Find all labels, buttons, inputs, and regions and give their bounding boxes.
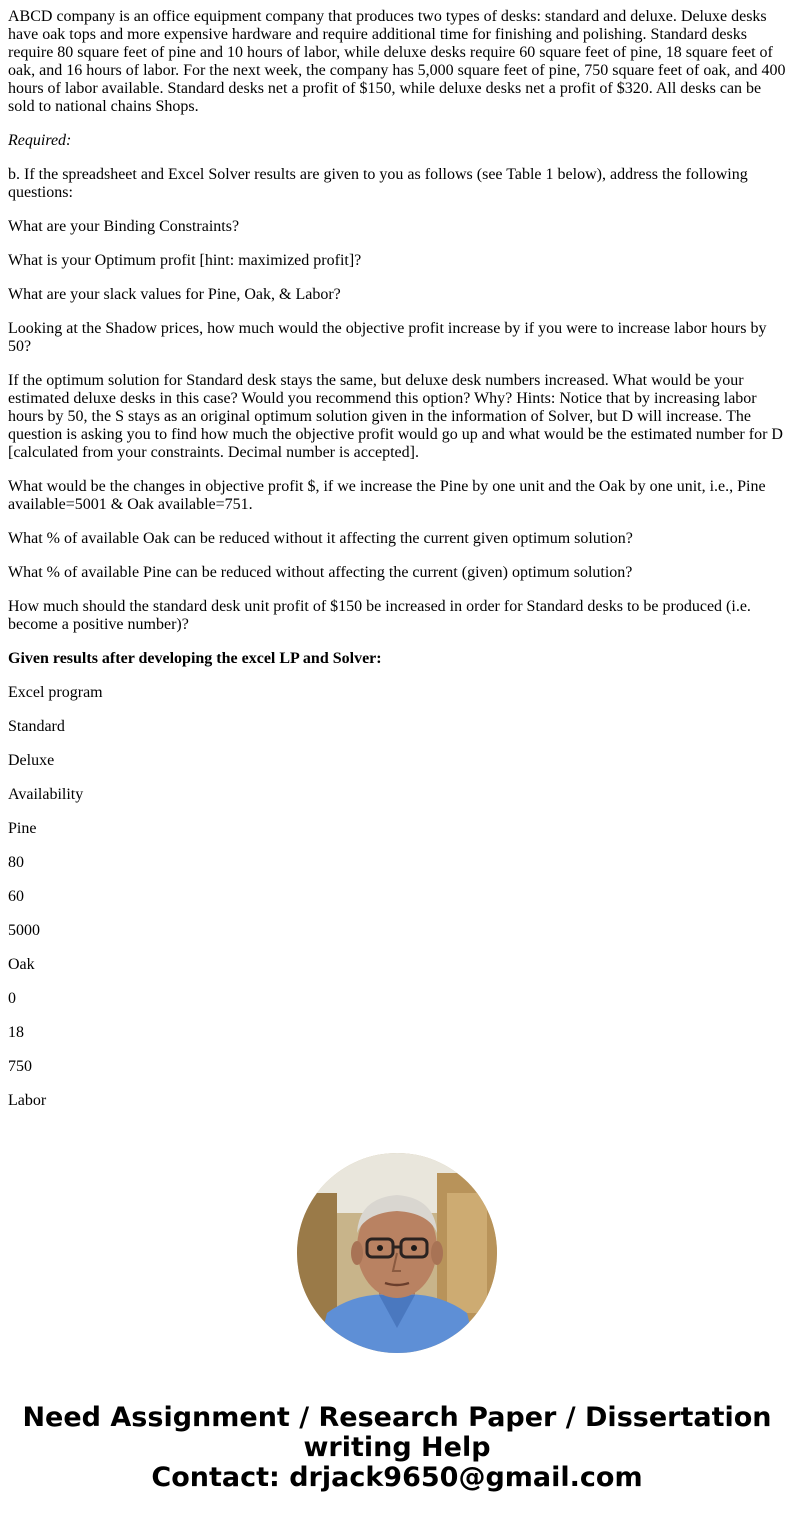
table-item: Standard [8,718,65,735]
question-standard-profit: How much should the standard desk unit profit of $150 be increased in order for Standard desks to be produced (i.e. become a positive number)? [8,598,751,633]
table-item: Pine [8,820,37,837]
author-avatar [297,1153,497,1353]
table-item: Oak [8,956,35,973]
table-item: 18 [8,1024,24,1041]
question-optimum-profit: What is your Optimum profit [hint: maximized profit]? [8,252,362,269]
part-b-text: b. If the spreadsheet and Excel Solver results are given to you as follows (see Table 1 below), address the following questions: [8,166,748,201]
question-pine-oak-change: What would be the changes in objective profit $, if we increase the Pine by one unit and the Oak by one unit, i.e., Pine available=5001 & Oak available=751. [8,478,766,513]
banner-line-1: Need Assignment / Research Paper / Dissertation [22,1402,772,1433]
required-label: Required: [8,132,72,149]
banner-line-2: writing Help [303,1432,491,1463]
question-document [8,0,786,1126]
question-oak-reduction: What % of available Oak can be reduced without it affecting the current given optimum solution? [8,530,633,547]
contact-banner [0,1403,794,1493]
table-item: 5000 [8,922,40,939]
table-item: 750 [8,1058,32,1075]
table-item: 60 [8,888,24,905]
table-item: 80 [8,854,24,871]
question-binding-constraints: What are your Binding Constraints? [8,218,240,235]
table-item: Labor [8,1092,47,1109]
table-item: Deluxe [8,752,55,769]
table-item: 0 [8,990,16,1007]
problem-intro: ABCD company is an office equipment company that produces two types of desks: standard and deluxe. Deluxe desks have oak tops and more expensive hardware and require additional time for finishing and polishing. Standard desks require 80 square feet of pine and 10 hours of labor, while deluxe desks require 60 square feet of pine, 18 square feet of oak, and 16 hours of labor. For the next week, the company has 5,000 square feet of pine, 750 square feet of oak, and 400 hours of labor available. Standard desks net a profit of $150, while deluxe desks net a profit of $320. All desks can be sold to national chains Shops. [8,8,786,115]
given-results-heading: Given results after developing the excel LP and Solver: [8,650,382,667]
question-pine-reduction: What % of available Pine can be reduced without affecting the current (given) optimum solution? [8,564,633,581]
question-shadow-prices: Looking at the Shadow prices, how much would the objective profit increase by if you were to increase labor hours by 50? [8,320,767,355]
author-portrait-illustration [297,1153,497,1353]
question-deluxe-estimate: If the optimum solution for Standard desk stays the same, but deluxe desk numbers increased. What would be your estimated deluxe desks in this case? Would you recommend this option? Why? Hints: Notice that by increasing labor hours by 50, the S stays as an original optimum solution given in the information of Solver, but D will increase. The question is asking you to find how much the objective profit would go up and what would be the estimated number for D [calculated from your constraints. Decimal number is accepted]. [8,372,783,461]
table-item: Excel program [8,684,103,701]
table-item: Availability [8,786,84,803]
question-slack-values: What are your slack values for Pine, Oak, & Labor? [8,286,341,303]
banner-contact-line: Contact: drjack9650@gmail.com [151,1462,643,1493]
